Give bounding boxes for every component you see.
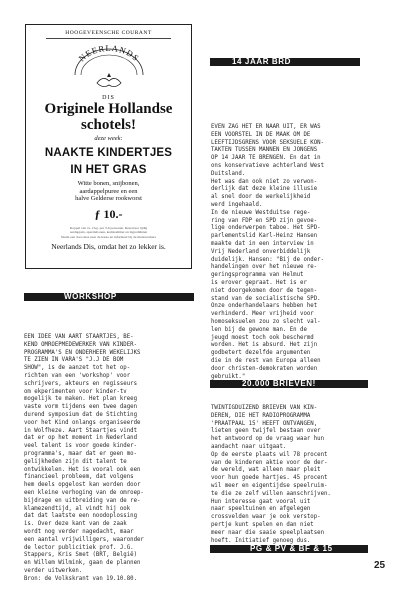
ad-fine-line: Koppel van ca. 2 kg. per 3-6 personen. Reserveer tijdig — [69, 225, 148, 230]
ad-title-line1: Originele Hollandse — [44, 101, 173, 117]
ad-brand-dis: DIS — [102, 95, 115, 101]
ad-desc-line: aardappelpuree en een — [79, 187, 138, 195]
section-header-brd-text: 14 JAAR BRD — [232, 57, 292, 66]
newspaper-advertisement — [25, 24, 192, 269]
ad-description — [26, 180, 191, 203]
section-header-footer — [210, 545, 368, 553]
neerlands-dis-logo — [67, 45, 151, 95]
ad-fine-line: aardappels, sperziebonen, komkommer en ingrediënten — [69, 230, 148, 234]
section-header-brieven-text: 20.000 BRIEVEN! — [242, 379, 316, 388]
section-header-workshop-text: WORKSHOP — [64, 292, 117, 301]
ad-headline-line2: IN HET GRAS — [70, 164, 147, 176]
ad-desc-line: halve Gelderse rookworst — [75, 195, 142, 202]
article-workshop-body: EEN IDEE VAN AART STAARTJES, BE- KEND OMROEPMEDEWERKER VAN KINDER- PROGRAMMA'S EN ONDERHEER WEKELIJKS TE ZIEN IN VARA'S "J.J DE BOM SHOW", is de aanzet tot het op- richten van een 'workshop' voor schrijvers, akteurs en regisseurs om ekperimenten voor kinder-tv mogelijk te maken. Het plan kreeg vaste vorm tijdens een twee dagen durend symposium dat de Stichting voor het Kind onlangs organiseerde in Wolfheze. Aart Staartjes vindt dat er op het moment in Nederland veel talent is voor goede kinder- programma's, maar dat er geen mo- gelijkheden zijn dit talent te ontwikkelen. Het is vooral ook een financieel probleem, dat volgens hem deels opgelost kan worden door een kleine verhoging van de omroep- bijdrage en uitbreiding van de re- klamezendtijd, al vindt hij ook dat dat laatste een noodoplossing is. Over deze kant van de zaak wordt nog verder nagedacht, maar een aantal vrijwilligers, waaronder de lector publicitiek prof. J.G. Stappers, Kris Smet (BRT, België) en Willem Wilmink, gaan de plannen verder uitwerken. Bron: de Volkskrant van 19.10.80. — [24, 334, 144, 582]
ad-price: ƒ 10.- — [94, 206, 123, 221]
section-header-workshop — [24, 293, 194, 301]
ad-slogan: Neerlands Dis, omdat het zo lekker is. — [51, 242, 166, 251]
section-header-brieven — [210, 380, 368, 388]
ad-title-line2: schotels! — [81, 117, 136, 133]
ad-desc-line: Witte bonen, snijbonen, — [77, 180, 140, 187]
ad-week-label: deze week: — [94, 135, 123, 142]
svg-text:NEERLANDS — [76, 45, 141, 63]
article-brd-body: EVEN ZAG HET ER NAAR UIT, ER WAS EEN VOORSTEL IN DE MAAK OM DE LEEFTIJDSGRENS VOOR SEKSUELE KON- TAKTEN TUSSEN MANNEN EN JONGENS OP 14 JAAR TE BRENGEN. En dat in ons konservatieve achterland West Duitsland. Het was dan ook niet zo verwon- derlijk dat deze kleine illusie al snel door de werkelijkheid werd ingehaald. In de nieuwe Westduitse rege- ring van FDP en SPD zijn gevoe- lige onderwerpen taboe. Het SPD- parlementslid Karl-Heinz Hansen maakte dat in een interview in Vrij Nederland onverbiddelijk duidelijk. Hansen: "Bij de onder- handelingen over het nieuwe re- geringsprogramma van Helmut is erover gepraat. Het is er niet doorgekomen door de tegen- stand van de socialistische SPD. Onze onderhandelaars hebben het verhinderd. Meer vrijheid voor homoseksuelen zou zo slecht val- len bij de gewone man. En de jeugd moest toch ook beschermd worden. Het is absurd. Het zijn godbetert dezelfde argumenten die in de rest van Europa alleen door christen-demokraten worden gebruikt." — [211, 124, 324, 380]
ad-headline-line1: NAAKTE KINDERTJES — [44, 147, 173, 159]
article-brieven-body: TWINTIGDUIZEND BRIEVEN VAN KIN- DEREN, DIE HET RADIOPROGRAMMA 'PRAATPAAL 15' HEEFT ONTVANGEN, lieten geen twijfel bestaan over het antwoord op de vraag waar hun aandacht naar uitgaat. Op de eerste plaats wil 78 procent van de kinderen aktie voor de der- de wereld, wat alleen maar pleit voor hun goede hartjes. 45 procent wil meer en eigentijdse speelruim- te die ze zelf willen aanschrijven. Hun interesse gaat vooral uit naar speeltuinen en afgelegen crossvelden waar je ook verstop- pertje kunt spelen en dan niet meer naar die saaie speelplaatsen hoeft. Initiatief genoeg dus. — [211, 405, 331, 544]
ad-fine-line: Neem een doos mee naar de kassa en informeer bij de medewerkers — [61, 234, 156, 239]
section-header-footer-text: PG & PV & BF & 15 — [250, 544, 333, 553]
page-number: 25 — [374, 560, 386, 571]
section-header-brd — [210, 58, 360, 66]
logo-arc-text: NEERLANDS — [76, 45, 141, 64]
ad-fine-print — [38, 226, 179, 240]
logo-emblem-icon — [67, 45, 151, 95]
ad-newspaper-name: HOOGEVEENSCHE COURANT — [46, 30, 171, 39]
